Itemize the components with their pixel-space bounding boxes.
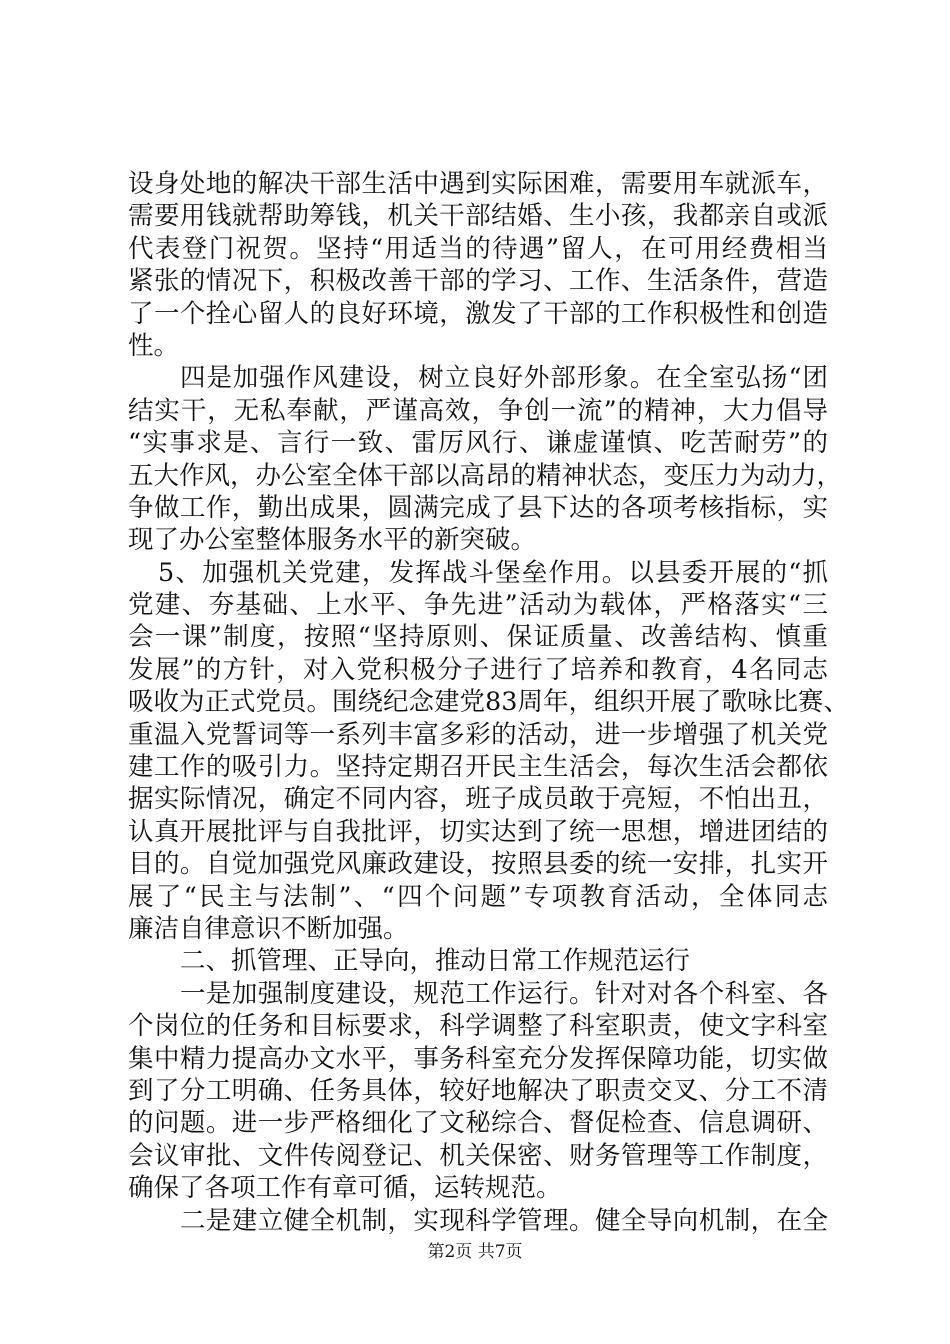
section-heading: 二、抓管理、正导向，推动日常工作规范运行	[180, 946, 691, 977]
text-line: 建工作的吸引力。坚持定期召开民主生活会，每次生活会都依	[128, 752, 828, 783]
text-line: 据实际情况，确定不同内容，班子成员敢于亮短，不怕出丑，	[128, 784, 828, 815]
text-line: 目的。自觉加强党风廉政建设，按照县委的统一安排，扎实开	[128, 849, 828, 880]
text-line: 认真开展批评与自我批评，切实达到了统一思想，增进团结的	[128, 816, 828, 847]
document-body	[128, 168, 849, 1237]
text-line: 争做工作，勤出成果，圆满完成了县下达的各项考核指标，实	[128, 492, 828, 523]
text-line: 展了“民主与法制”、“四个问题”专项教育活动，全体同志	[128, 881, 828, 912]
text-line: 五大作风，办公室全体干部以高昂的精神状态，变压力为动力，	[128, 460, 843, 491]
paragraph-first-line: 二是建立健全机制，实现科学管理。健全导向机制，在全	[180, 1205, 828, 1236]
page-footer	[0, 1240, 950, 1264]
paragraph-first-line: 一是加强制度建设，规范工作运行。针对对各个科室、各	[180, 978, 828, 1009]
text-line: 发展”的方针，对入党积极分子进行了培养和教育，4名同志	[128, 654, 828, 685]
text-line: 代表登门祝贺。坚持“用适当的待遇”留人，在可用经费相当	[128, 233, 828, 264]
text-line: 性。	[128, 330, 180, 361]
text-line: 设身处地的解决干部生活中遇到实际困难，需要用车就派车，	[128, 169, 828, 199]
text-line: 吸收为正式党员。围绕纪念建党83周年，组织开展了歌咏比赛、	[128, 687, 849, 718]
text-line: 党建、夯基础、上水平、争先进”活动为载体，严格落实“三	[128, 590, 828, 621]
text-line: 结实干，无私奉献，严谨高效，争创一流”的精神，大力倡导	[128, 395, 828, 426]
text-line: 需要用钱就帮助筹钱，机关干部结婚、生小孩，我都亲自或派	[128, 201, 828, 232]
paragraph-first-line: 5、加强机关党建，发挥战斗堡垒作用。以县委开展的“抓	[158, 557, 828, 588]
text-line: 的问题。进一步严格细化了文秘综合、督促检查、信息调研、	[128, 1108, 828, 1139]
text-line: 现了办公室整体服务水平的新突破。	[128, 525, 537, 556]
text-line: 到了分工明确、任务具体，较好地解决了职责交叉、分工不清	[128, 1075, 828, 1106]
text-line: 廉洁自律意识不断加强。	[128, 913, 409, 944]
text-line: 了一个拴心留人的良好环境，激发了干部的工作积极性和创造	[128, 298, 828, 329]
text-line: 会议审批、文件传阅登记、机关保密、财务管理等工作制度，	[128, 1140, 828, 1171]
text-line: 会一课”制度，按照“坚持原则、保证质量、改善结构、慎重	[128, 622, 828, 653]
text-line: “实事求是、言行一致、雷厉风行、谦虚谨慎、吃苦耐劳”的	[128, 428, 828, 459]
text-line: 重温入党誓词等一系列丰富多彩的活动，进一步增强了机关党	[128, 719, 828, 750]
paragraph-first-line: 四是加强作风建设，树立良好外部形象。在全室弘扬“团	[180, 363, 828, 394]
text-line: 确保了各项工作有章可循，运转规范。	[128, 1173, 562, 1204]
text-line: 个岗位的任务和目标要求，科学调整了科室职责，使文字科室	[128, 1011, 828, 1042]
page-indicator: 第2页 共7页	[427, 1242, 523, 1262]
text-line: 紧张的情况下，积极改善干部的学习、工作、生活条件，营造	[128, 266, 828, 297]
text-line: 集中精力提高办文水平，事务科室充分发挥保障功能，切实做	[128, 1043, 828, 1074]
